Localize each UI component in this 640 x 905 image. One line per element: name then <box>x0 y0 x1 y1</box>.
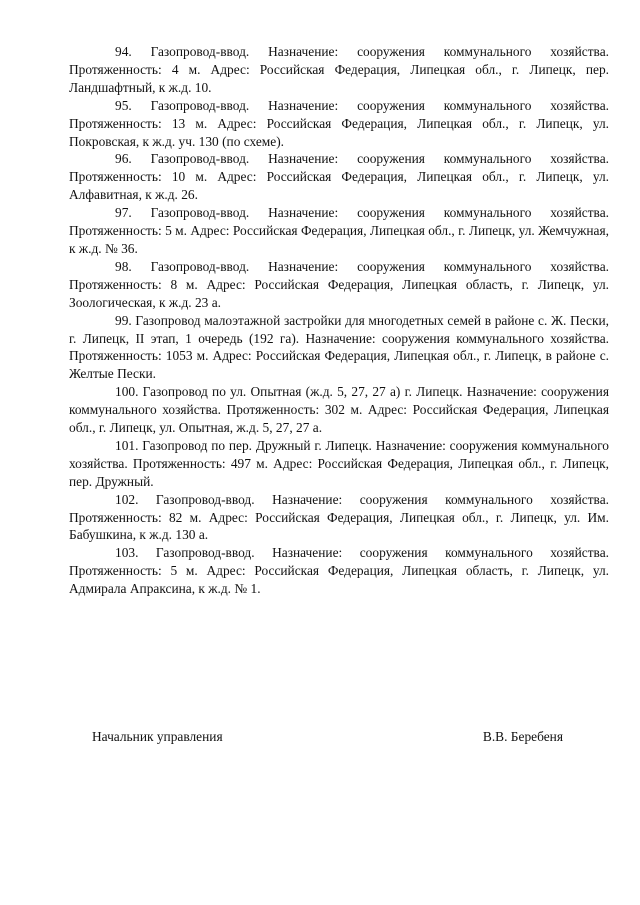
list-item-94: 94. Газопровод-ввод. Назначение: сооружения коммунального хозяйства. Протяженность: 4 м. Адрес: Российская Федерация, Липецкая обл., г. Липецк, пер. Ландшафтный, к ж.д. 10. <box>69 44 609 95</box>
list-item-100: 100. Газопровод по ул. Опытная (ж.д. 5, 27, 27 а) г. Липецк. Назначение: сооружения коммунального хозяйства. Протяженность: 302 м. Адрес: Российская Федерация, Липецкая обл., г. Липецк, ул. Опытная, ж.д. 5, 27, 27 а. <box>69 384 609 436</box>
signature-block <box>0 728 640 748</box>
list-item-101: 101. Газопровод по пер. Дружный г. Липецк. Назначение: сооружения коммунального хозяйства. Протяженность: 497 м. Адрес: Российская Федерация, Липецкая обл., г. Липецк, пер. Дружный. <box>69 437 609 489</box>
list-item-99: 99. Газопровод малоэтажной застройки для многодетных семей в районе с. Ж. Пески, г. Липецк, II этап, 1 очередь (192 га). Назначение: сооружения коммунального хозяйства. Протяженность: 1053 м. Адрес: Российская Федерация, Липецкая обл., г. Липецк, в районе с. Желтые Пески. <box>69 312 609 382</box>
document-body <box>69 43 609 598</box>
signatory-title: Начальник управления <box>92 729 223 744</box>
list-item-95: 95. Газопровод-ввод. Назначение: сооружения коммунального хозяйства. Протяженность: 13 м. Адрес: Российская Федерация, Липецкая обл., г. Липецк, ул. Покровская, к ж.д. уч. 130 (по схеме). <box>69 97 609 149</box>
list-item-98: 98. Газопровод-ввод. Назначение: сооружения коммунального хозяйства. Протяженность: 8 м. Адрес: Российская Федерация, Липецкая область, г. Липецк, ул. Зоологическая, к ж.д. 23 а. <box>69 258 609 310</box>
list-item-102: 102. Газопровод-ввод. Назначение: сооружения коммунального хозяйства. Протяженность: 82 м. Адрес: Российская Федерация, Липецкая обл., г. Липецк, ул. Им. Бабушкина, к ж.д. 130 а. <box>69 491 609 543</box>
list-item-97: 97. Газопровод-ввод. Назначение: сооружения коммунального хозяйства. Протяженность: 5 м. Адрес: Российская Федерация, Липецкая обл., г. Липецк, ул. Жемчужная, к ж.д. № 36. <box>69 205 609 256</box>
list-item-96: 96. Газопровод-ввод. Назначение: сооружения коммунального хозяйства. Протяженность: 10 м. Адрес: Российская Федерация, Липецкая обл., г. Липецк, ул. Алфавитная, к ж.д. 26. <box>69 151 609 203</box>
signatory-name: В.В. Беребеня <box>482 729 563 744</box>
list-item-103: 103. Газопровод-ввод. Назначение: сооружения коммунального хозяйства. Протяженность: 5 м. Адрес: Российская Федерация, Липецкая область, г. Липецк, ул. Адмирала Апраксина, к ж.д. № 1. <box>69 545 609 597</box>
